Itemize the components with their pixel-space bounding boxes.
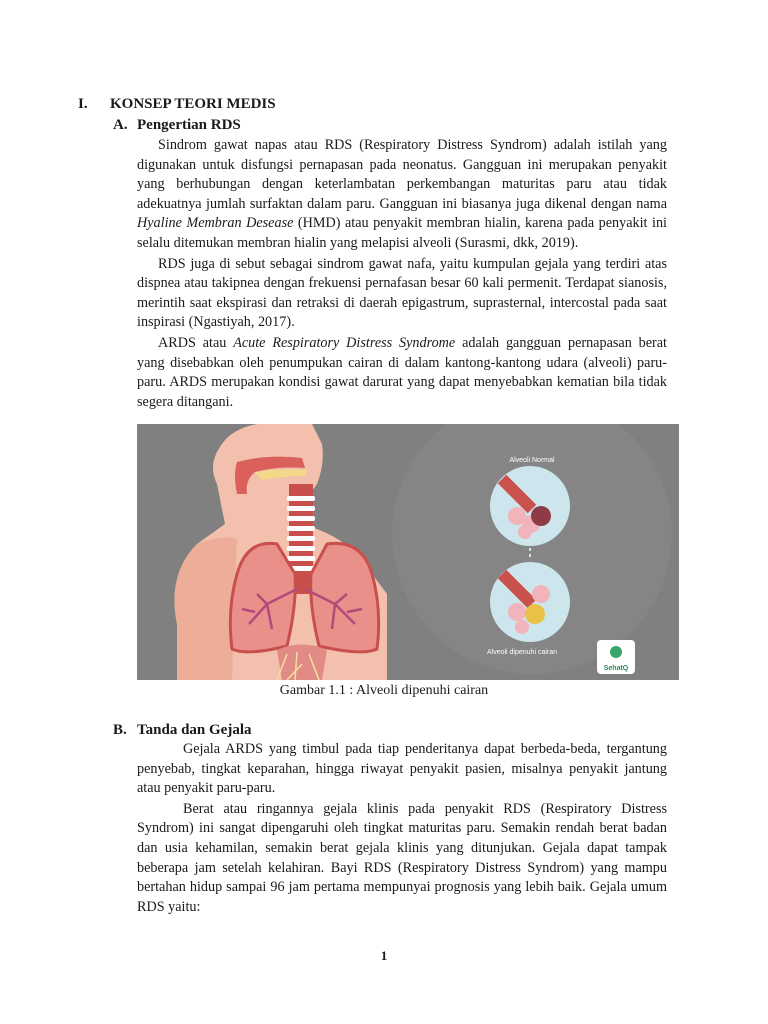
figure-caption: Gambar 1.1 : Alveoli dipenuhi cairan: [279, 683, 489, 698]
paragraph-a3-italic: Acute Respiratory Distress Syndrome: [233, 334, 456, 351]
section-number: I.: [78, 96, 88, 112]
paragraph-a1-text1: Sindrom gawat napas atau RDS (Respiratory Distress Syndrom) adalah istilah yang digunakan untuk disfungsi pernapasan pada neonatus. Gangguan ini merupakan penyakit yang berhubungan dengan keterlambatan perkembangan maturitas paru atau tidak adekuatnya jumlah surfaktan dalam paru. Gangguan ini biasanya juga dikenal dengan nama: [137, 137, 667, 212]
paragraph-a1-italic: Hyaline Membran Desease: [137, 215, 294, 232]
paragraph-a3-text2: adalah gangguan pernapasan berat yang disebabkan oleh penumpukan cairan di dalam kantong-kantong udara (alveoli) paru-paru. ARDS merupakan kondisi gawat darurat yang dapat menyebabkan kematian bila tidak segera ditangani.: [137, 334, 667, 410]
paragraph-a1-text2: (HMD) atau penyakit membran hialin, karena pada penyakit ini selalu ditemukan membran hialin yang melapisi alveoli (Surasmi, dkk, 2019).: [137, 215, 667, 251]
subsection-a-heading: [113, 117, 241, 134]
alveoli-fluid-bubble: [490, 562, 570, 642]
paragraph-a1: [137, 136, 667, 254]
paragraph-a2: RDS juga di sebut sebagai sindrom gawat nafa, yaitu kumpulan gejala yang terdiri atas dispnea atau takipnea dengan frekuensi pernafasan besar 60 kali permenit. Terdapat sianosis, merintih saat ekspirasi dan retraksi di daerah epigastrum, suprasternal, intercostal pada saat inspirasi (Ngastiyah, 2017).: [137, 255, 667, 331]
respiratory-illustration: [137, 424, 679, 680]
section-title: KONSEP TEORI MEDIS: [110, 96, 276, 112]
svg-text:SehatQ: SehatQ: [603, 665, 629, 672]
subsection-a-body: [137, 136, 667, 412]
paragraph-b1: Gejala ARDS yang timbul pada tiap penderitanya dapat berbeda-beda, tergantung penyebab, tingkat keparahan, hingga riwayat penyakit pasien, misalnya penyakit jantung atau penyakit paru-paru.: [137, 741, 667, 797]
label-alveoli-normal: Alveoli Normal: [509, 457, 555, 464]
paragraph-a3-text1: ARDS atau: [158, 334, 234, 351]
subsection-b-letter: B.: [113, 722, 127, 738]
subsection-b-title: Tanda dan Gejala: [137, 722, 252, 738]
subsection-b-heading: [113, 722, 252, 739]
sehatq-logo: [597, 640, 635, 674]
page-number: 1: [380, 948, 388, 963]
subsection-a-letter: A.: [113, 117, 128, 133]
paragraph-a3: [137, 334, 667, 412]
alveoli-normal-bubble: [490, 466, 570, 546]
section-heading: [78, 96, 276, 113]
subsection-b-body: [137, 740, 667, 917]
paragraph-b2: Berat atau ringannya gejala klinis pada penyakit RDS (Respiratory Distress Syndrom) ini sangat dipengaruhi oleh tingkat maturitas paru. Semakin rendah berat badan dan usia kehamilan, semakin berat gejala klinis yang ditunjukan. Gejala dapat tampak beberapa jam setelah kelahiran. Bayi RDS (Respiratory Distress Syndrom) yang mampu bertahan hidup sampai 96 jam pertama mempunyai prognosis yang lebih baik. Gejala umum RDS yaitu:: [137, 800, 667, 915]
subsection-a-title: Pengertian RDS: [137, 117, 241, 133]
label-alveoli-fluid: Alveoli dipenuhi cairan: [486, 649, 558, 656]
